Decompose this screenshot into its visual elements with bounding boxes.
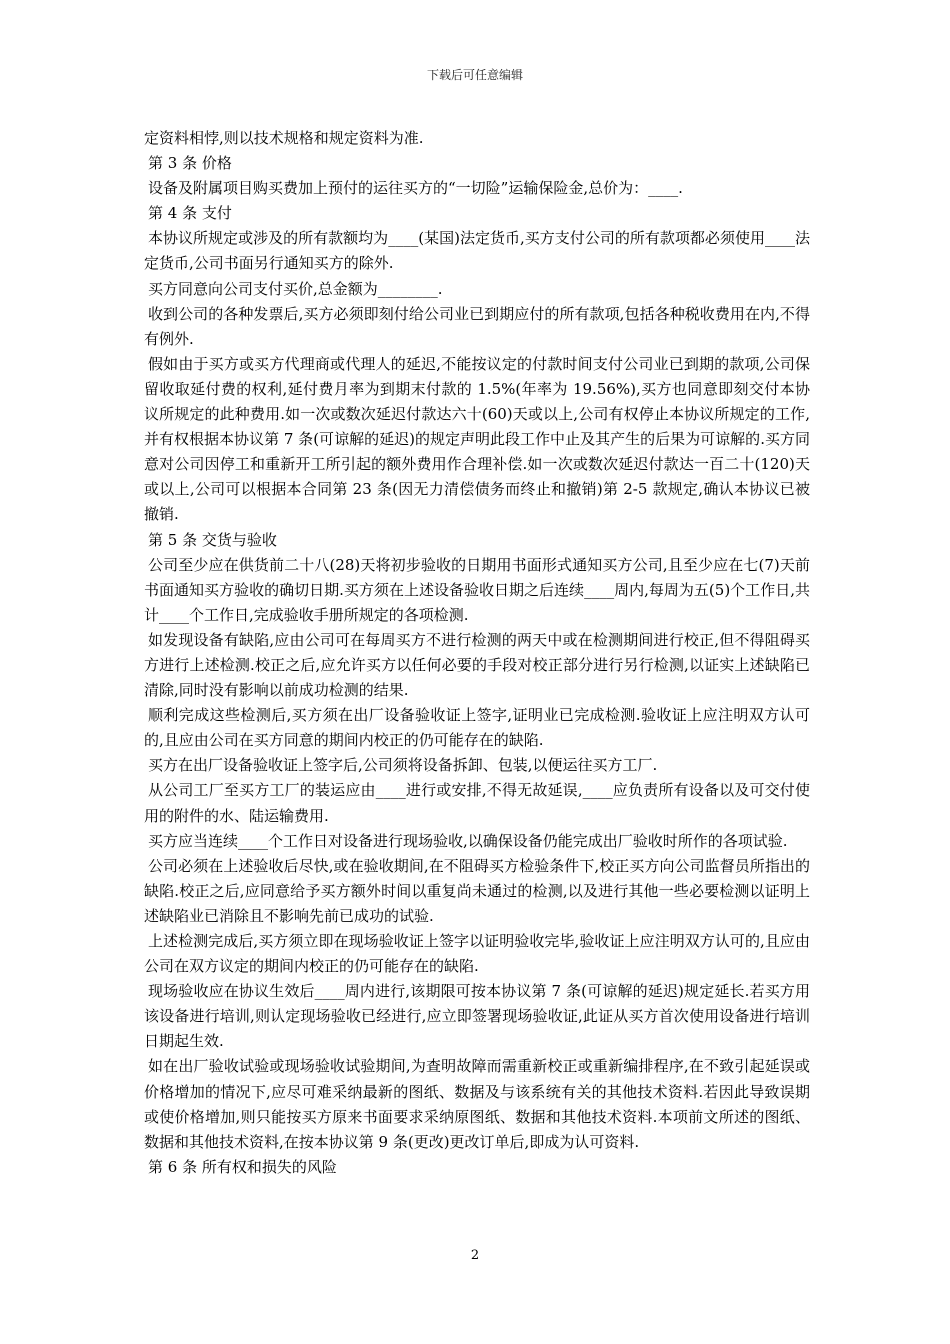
paragraph: 公司必须在上述验收后尽快,或在验收期间,在不阻碍买方检验条件下,校正买方向公司监督员所指出的缺陷.校正之后,应同意给予买方额外时间以重复尚未通过的检测,以及进行其他一些必要检测以证明上述缺陷业已消除且不影响先前已成功的试验. <box>144 856 810 925</box>
page-header: 下载后可任意编辑 <box>426 68 523 82</box>
section-heading-3: 第 3 条 价格 <box>148 154 232 173</box>
paragraph: 买方同意向公司支付买价,总金额为________. <box>148 279 443 298</box>
paragraph: 如在出厂验收试验或现场验收试验期间,为查明故障而需重新校正或重新编排程序,在不致引起延误或价格增加的情况下,应尽可难采纳最新的图纸、数据及与该系统有关的其他技术资料.若因此导致误期或使价格增加,则只能按买方原来书面要求采纳原图纸、数据和其他技术资料.本项前文所述的图纸、数据和其他技术资料,在按本协议第 9 条(更改)更改订单后,即成为认可资料. <box>144 1057 810 1151</box>
paragraph: 上述检测完成后,买方须立即在现场验收证上签字以证明验收完毕,验收证上应注明双方认可的,且应由公司在双方议定的期间内校正的仍可能存在的缺陷. <box>144 932 810 976</box>
paragraph: 设备及附属项目购买费加上预付的运往买方的“一切险”运输保险金,总价为：____. <box>148 179 683 198</box>
paragraph: 从公司工厂至买方工厂的装运应由____进行或安排,不得无故延误,____应负责所有设备以及可交付使用的附件的水、陆运输费用. <box>144 781 810 825</box>
paragraph: 现场验收应在协议生效后____周内进行,该期限可按本协议第 7 条(可谅解的延迟)规定延长.若买方用该设备进行培训,则认定现场验收已经进行,应立即签署现场验收证,此证从买方首次使用设备进行培训日期起生效. <box>144 982 810 1051</box>
paragraph: 假如由于买方或买方代理商或代理人的延迟,不能按议定的付款时间支付公司业已到期的款项,公司保留收取延付费的权利,延付费月率为到期末付款的 1.5%(年率为 19.56%),买方也同意即刻交付本协议所规定的此种费用.如一次或数次延迟付款达六十(60)天或以上,公司有权停止本协议所规定的工作,并有权根据本协议第 7 条(可谅解的延迟)的规定声明此段工作中止及其产生的后果为可谅解的.买方同意对公司因停工和重新开工所引起的额外费用作合理补偿.如一次或数次延迟付款达一百二十(120)天或以上,公司可以根据本合同第 23 条(因无力清偿债务而终止和撤销)第 2-5 款规定,确认本协议已被撤销. <box>144 354 810 524</box>
section-heading-4: 第 4 条 支付 <box>148 204 232 223</box>
document-body <box>144 126 810 1180</box>
section-heading-5: 第 5 条 交货与验收 <box>148 530 277 549</box>
paragraph: 收到公司的各种发票后,买方必须即刻付给公司业已到期应付的所有款项,包括各种税收费用在内,不得有例外. <box>144 304 810 348</box>
paragraph: 本协议所规定或涉及的所有款额均为____(某国)法定货币,买方支付公司的所有款项都必须使用____法定货币,公司书面另行通知买方的除外. <box>144 229 810 273</box>
paragraph: 公司至少应在供货前二十八(28)天将初步验收的日期用书面形式通知买方公司,且至少应在七(7)天前书面通知买方验收的确切日期.买方须在上述设备验收日期之后连续____周内,每周为五(5)个工作日,共计____个工作日,完成验收手册所规定的各项检测. <box>144 555 810 624</box>
page-number: 2 <box>470 1248 480 1263</box>
paragraph: 定资料相悖,则以技术规格和规定资料为准. <box>144 129 424 147</box>
section-heading-6: 第 6 条 所有权和损失的风险 <box>148 1157 337 1176</box>
paragraph: 如发现设备有缺陷,应由公司可在每周买方不进行检测的两天中或在检测期间进行校正,但不得阻碍买方进行上述检测.校正之后,应允许买方以任何必要的手段对校正部分进行另行检测,以证实上述缺陷已清除,同时没有影响以前成功检测的结果. <box>144 630 810 700</box>
paragraph: 买方应当连续____个工作日对设备进行现场验收,以确保设备仍能完成出厂验收时所作的各项试验. <box>148 831 788 850</box>
paragraph: 顺利完成这些检测后,买方须在出厂设备验收证上签字,证明业已完成检测.验收证上应注明双方认可的,且应由公司在买方同意的期间内校正的仍可能存在的缺陷. <box>144 706 810 750</box>
paragraph: 买方在出厂设备验收证上签字后,公司须将设备拆卸、包装,以便运往买方工厂. <box>148 756 658 775</box>
